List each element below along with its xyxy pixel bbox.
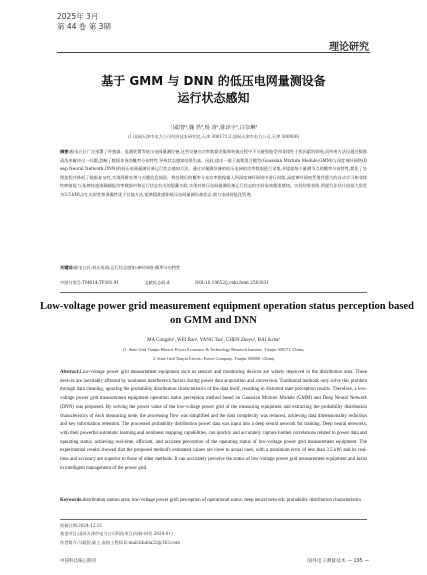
classification-row [60,280,367,286]
english-abstract [60,369,367,473]
issue-date: 2025年 3月 [57,12,99,21]
english-keywords-text: distribution station area; low-voltage power grid; perception of operational status; deep neural network; probability distribution characteristics [82,498,362,503]
received-date: 收稿日期:2024-12-21 [60,523,103,528]
english-abstract-text: Low-voltage power grid measurement equipment such as sensors and monitoring devices are widely deployed in the distribution area. These devices are inevitably affected by nonlinear interference factors during power data acquisition and conversion. Traditional methods only solve this problem through data cleaning, ignoring the probability distribution characteristics of the data itself, resulting in distorted state perception results. Therefore, a low-voltage power grid measurement equipment operation status perception method based on Gaussian Mixture Module (GMM) and Deep Neural Network (DNN) was proposed. By solving the power value of the low-voltage power grid of the measuring equipment and extracting the probability distribution characteristics of each measuring node, the processing flow was simplified and the data complexity was reduced, achieving data dimensionality reduction and key information retention. The processed probability distribution power data was input into a deep neural network for training. Deep neural networks, with their powerful automatic learning and nonlinear mapping capabilities, can quickly and accurately capture hidden correlations related to power data and operating status, achieving real-time, efficient, and accurate perception of the operating status of low-voltage power grid measurement equipment. The experimental results showed that the proposed method's estimated values are close to actual ones, with a maximum error of less than 3.5 kW, and its real-time and accuracy are superior to those of other methods. It can accurately perceive the status of low-voltage power grid measurement equipment and assist in intelligent management of the power grid. [60,370,367,471]
document-code: 文献标志码:A [144,280,170,285]
footer-page-info: 国外电子测量技术 — 195 — [307,559,369,564]
footnote-divider [60,519,367,520]
chinese-keywords-text: 配电台区;低压电网;运行状态感知;神经网络;概率分布特性 [74,265,181,270]
chinese-title [40,73,387,107]
english-keywords [60,497,367,506]
issue-volume: 第 44 卷 第 3期 [57,22,111,31]
chinese-keywords [60,264,367,272]
english-title-line-2: on GMM and DNN [170,315,257,326]
english-affiliation-2: 2. State Grid Tianjin Electric Power Company, Tianjin 300000, China) [152,355,275,361]
footer-journal-tag: 中国科技核心期刊 [60,559,96,564]
chinese-authors: 马聪智¹,魏 然²,杨 涛¹,陈泽宇¹,白奈琳² [169,125,258,131]
fund-project: 基金项目:国网天津市电力公司科技项目(经研-研发 2024-01) [60,531,173,537]
chinese-title-line-2: 运行状态感知 [177,91,250,105]
chinese-abstract-text: 配电台区广泛部署了传感器、监测装置等低压电网量测设备,这些设备在功率数据采集和转换过程中不可避免地受到非线性干扰因素的影响,而传统方法仅通过数据清洗来解决这一问题,忽略了数据本身的概率分布特性,导致状态感知结果失真。因此,提出一基于高斯混合模型(Gaussian Mixture Module,GMM)与深度神经网络(Deep Neural Network,DNN)的低压电网量测设备运行状态感知方法。通过对量测设备的低压电网的功率数据进行采集,并提取每个量测节点的概率分布特性,简化了处理流程并降低了数据复杂性,实现降维处理与关键信息保留。将处理后的概率分布功率数据输入到深度神经网络中进行训练,深度神经网络凭借其强大的自动学习和非线性映射能力,能够快速准确捕捉功率数据中和运行状态有关的隐藏关联,实现对低压电网量测设备运行状态的实时高效精准感知。实验结果表明,所提方法估计值最大误差为3.5 kW以内,实时性和准确性优于其他方法,能够精准感知低压电网量测设备状态,助力电网智能化管理。 [60,149,368,197]
english-affiliation [40,346,387,363]
footnotes [60,522,367,547]
clc-number: 中图分类号:TM614;TP391.41 [60,280,120,285]
section-label: 理论研究 [329,42,369,53]
chinese-abstract [60,148,367,199]
doi: DOI:10.19652/j.cnki.femt.2503031 [195,280,269,285]
english-abstract-label: Abstract: [60,370,80,375]
header-divider [57,52,370,53]
chinese-keywords-label: 关键词: [60,265,75,270]
english-keywords-label: Keywords: [60,498,83,503]
english-affiliation-1: (1. State Grid Tianjin Electric Power Economic & Technology Research Institute, Tianjin 300171, China; [122,347,305,352]
english-authors: MA Congzhi¹, WEI Ran², YANG Tao¹, CHEN Zheyu¹, BAI Su'na² [147,338,280,343]
chinese-affiliation: (1.国网天津市电力公司经济技术研究院,天津 300171;2.国网天津市电力公司,天津 300000) [127,134,300,139]
section-divider [60,292,367,293]
english-title [40,300,414,328]
author-bio: 作者简介:马聪智,硕士,高级工程师,E-mail:bbdda22@163.com [60,539,181,545]
english-title-line-1: Low-voltage power grid measurement equipment operation status perception based [40,301,414,312]
journal-issue-info [57,12,111,32]
chinese-title-line-1: 基于 GMM 与 DNN 的低压电网量测设备 [101,74,326,88]
chinese-abstract-label: 摘要: [60,149,70,154]
